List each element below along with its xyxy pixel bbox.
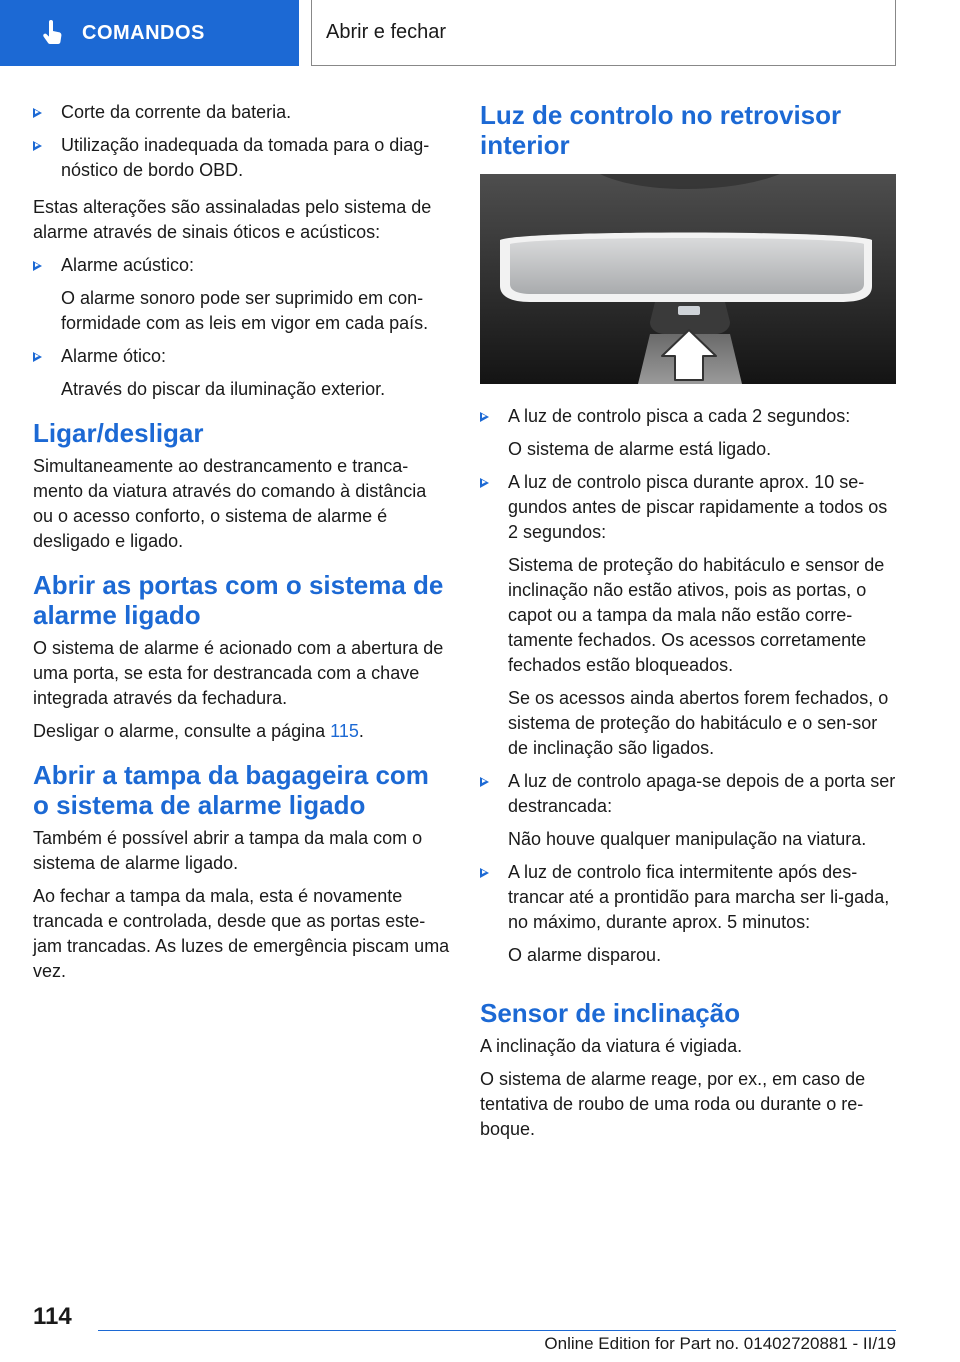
trunk-paragraph-2: Ao fechar a tampa da mala, esta é novamente trancada e controlada, desde que as portas este-jam trancadas. As luzes de emergência piscam uma vez. xyxy=(33,886,450,981)
list-item xyxy=(480,470,896,761)
chapter-tab[interactable] xyxy=(0,0,299,66)
list-item-title: A luz de controlo pisca durante aprox. 10 se-gundos antes de piscar rapidamente a todos os 2 segundos: xyxy=(508,472,888,542)
triangle-bullet-icon xyxy=(33,141,42,151)
tilt-paragraph-2: O sistema de alarme reage, por ex., em caso de tentativa de roubo de uma roda ou durante o re-boque. xyxy=(480,1069,866,1139)
right-column xyxy=(480,100,896,1150)
footer-divider xyxy=(98,1330,896,1331)
page-link[interactable]: 115 xyxy=(330,721,359,741)
list-item-title: A luz de controlo apaga-se depois de a porta ser destrancada: xyxy=(508,771,896,816)
page-number: 114 xyxy=(33,1303,72,1330)
list-item xyxy=(33,133,451,183)
disable-alarm-suffix: . xyxy=(358,721,364,741)
list-item-text: Corte da corrente da bateria. xyxy=(61,102,292,122)
triangle-bullet-icon xyxy=(33,352,42,362)
heading-tilt-sensor: Sensor de inclinação xyxy=(480,998,741,1028)
disable-alarm-paragraph xyxy=(33,719,451,744)
section-title: Abrir e fechar xyxy=(326,21,447,43)
alarm-types-list xyxy=(33,253,451,402)
triangle-bullet-icon xyxy=(480,777,489,787)
list-item-title: Alarme acústico: xyxy=(61,255,195,275)
list-item-desc: Se os acessos ainda abertos forem fechados, o sistema de proteção do habitáculo e o sen-sor de inclinação são ligados. xyxy=(508,688,889,758)
chapter-tab-label: COMANDOS xyxy=(82,21,205,44)
edition-text: Online Edition for Part no. 01402720881 - II/19 xyxy=(544,1334,896,1353)
list-item xyxy=(480,404,896,462)
list-item-desc: O alarme sonoro pode ser suprimido em con-formidade com as leis em vigor em cada país. xyxy=(61,288,429,333)
list-item-desc: Através do piscar da iluminação exterior. xyxy=(61,379,386,399)
hand-pointer-icon xyxy=(38,18,68,48)
list-item-desc: Sistema de proteção do habitáculo e sensor de inclinação não estão ativos, pois as portas, o capot ou a tampa da mala não estão corre-tamente fechados. Os acessos corretamente fechados estão bloqueados. xyxy=(508,555,885,675)
triangle-bullet-icon xyxy=(480,412,489,422)
triangle-bullet-icon xyxy=(480,868,489,878)
indicator-list xyxy=(480,404,896,968)
list-item xyxy=(33,344,451,402)
disable-alarm-text: Desligar o alarme, consulte a página xyxy=(33,721,331,741)
heading-open-trunk: Abrir a tampa da bagageira com o sistema de alarme ligado xyxy=(33,760,429,820)
list-item-title: A luz de controlo fica intermitente após des-trancar até a prontidão para marcha ser li-gada, no máximo, durante aprox. 5 minutos: xyxy=(508,862,890,932)
list-item xyxy=(480,860,896,968)
list-item xyxy=(33,253,451,336)
battery-bullet-list xyxy=(33,100,451,183)
list-item xyxy=(480,769,896,852)
list-item-desc: O alarme disparou. xyxy=(508,945,662,965)
left-column xyxy=(33,100,451,992)
rearview-mirror-indicator-image xyxy=(480,174,896,384)
on-off-paragraph: Simultaneamente ao destrancamento e tranca-mento da viatura através do comando à distância ou o acesso conforto, o sistema de alarme é desligado e ligado. xyxy=(33,456,427,551)
list-item-title: Alarme ótico: xyxy=(61,346,167,366)
triangle-bullet-icon xyxy=(33,108,42,118)
list-item-desc: Não houve qualquer manipulação na viatura. xyxy=(508,829,867,849)
list-item-text: Utilização inadequada da tomada para o diag-nóstico de bordo OBD. xyxy=(61,135,430,180)
heading-on-off: Ligar/desligar xyxy=(33,418,204,448)
section-title-box xyxy=(311,0,896,66)
list-item xyxy=(33,100,451,125)
open-doors-paragraph: O sistema de alarme é acionado com a abertura de uma porta, se esta for destrancada com a chave integrada através da fechadura. xyxy=(33,638,444,708)
heading-indicator-light: Luz de controlo no retrovisor interior xyxy=(480,100,842,160)
alarm-intro-paragraph: Estas alterações são assinaladas pelo sistema de alarme através de sinais óticos e acústicos: xyxy=(33,197,432,242)
tilt-paragraph-1: A inclinação da viatura é vigiada. xyxy=(480,1036,743,1056)
heading-open-doors: Abrir as portas com o sistema de alarme ligado xyxy=(33,570,444,630)
list-item-title: A luz de controlo pisca a cada 2 segundos: xyxy=(508,406,851,426)
triangle-bullet-icon xyxy=(33,261,42,271)
list-item-desc: O sistema de alarme está ligado. xyxy=(508,439,772,459)
trunk-paragraph-1: Também é possível abrir a tampa da mala com o sistema de alarme ligado. xyxy=(33,828,423,873)
triangle-bullet-icon xyxy=(480,478,489,488)
